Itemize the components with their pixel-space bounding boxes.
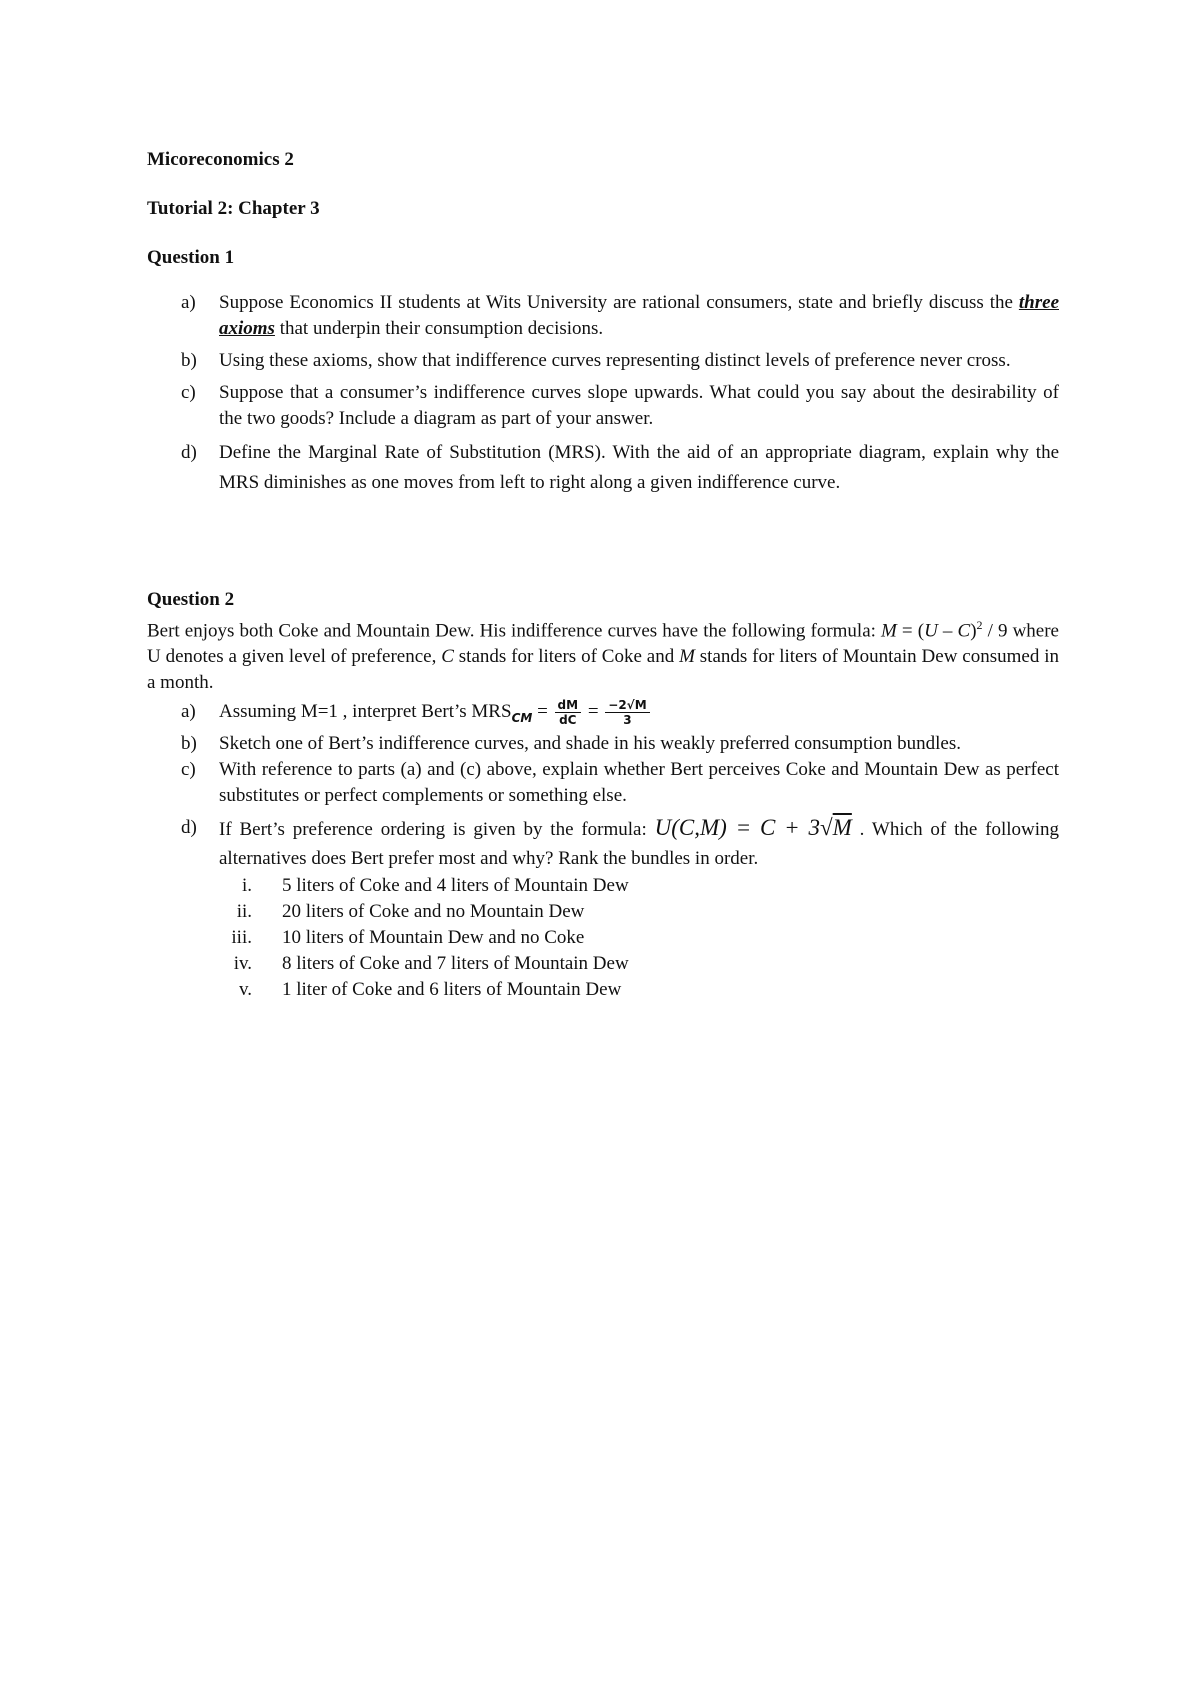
q1-item-a-text-post: that underpin their consumption decisions. [274, 318, 604, 339]
q1-item-c-text: Suppose that a consumer’s indifference curves slope upwards. What could you say about the desirability of the two goods? Include a diagram as part of your answer. [219, 382, 1059, 429]
q2-intro-text-4: stands for liters of Mountain Dew consumed in a month. [147, 646, 1059, 694]
q1-item-d-text: Define the Marginal Rate of Substitution (MRS). With the aid of an appropriate diagram, explain why the MRS diminishes as one moves from left to right along a given indifference curve. [219, 442, 1059, 493]
q1-item-c [147, 380, 1059, 432]
q2-var-m: M [679, 646, 695, 668]
bundle-text: 8 liters of Coke and 7 liters of Mountain Dew [282, 953, 629, 974]
q1-item-c-marker: c) [181, 382, 196, 403]
bundle-numeral: ii. [236, 901, 252, 922]
q1-item-a-text-pre: Suppose Economics II students at Wits University are rational consumers, state and briefly discuss the [219, 292, 1019, 313]
q2-item-c-marker: c) [181, 759, 196, 780]
q2-item-a-text: Assuming M=1 , interpret Bert’s MRS [219, 701, 512, 722]
bundle-text: 20 liters of Coke and no Mountain Dew [282, 901, 585, 922]
q2-formula-paren: ) [970, 620, 977, 642]
mrs-subscript: CM [511, 711, 533, 725]
bundle-text: 5 liters of Coke and 4 liters of Mountain Dew [282, 875, 629, 896]
q1-item-a-marker: a) [181, 292, 196, 313]
utility-formula [655, 815, 852, 840]
dm-numerator: dM [555, 698, 582, 713]
q2-formula-m: M [881, 620, 897, 642]
bundle-text: 1 liter of Coke and 6 liters of Mountain Dew [282, 979, 622, 1000]
utility-formula-lhs: U(C,M) = C + 3√ [654, 815, 833, 840]
q1-item-b-text: Using these axioms, show that indifference curves representing distinct levels of preference never cross. [219, 350, 1011, 371]
bundle-list [147, 873, 1059, 1003]
bundle-item [147, 899, 1059, 925]
bundle-item [147, 951, 1059, 977]
q2-item-d-text-pre: If Bert’s preference ordering is given by the formula: [219, 819, 655, 840]
question-2-heading: Question 2 [147, 589, 235, 610]
q2-item-d-text-post: . Which of the following alternatives does Bert prefer most and why? Rank the bundles in order. [219, 819, 1060, 869]
q2-intro-text-2: / 9 where U denotes a given level of preference, [147, 620, 1059, 668]
q2-item-d-marker: d) [181, 817, 197, 838]
bundle-numeral: i. [241, 875, 252, 896]
bundle-item [147, 925, 1059, 951]
q1-item-a [147, 290, 1059, 342]
q2-formula-eq: = ( [896, 620, 925, 642]
question-2-intro [147, 612, 1059, 696]
question-1-heading: Question 1 [147, 247, 235, 268]
q2-item-a-eq2: = [583, 701, 604, 722]
question-1-list [147, 290, 1059, 498]
q2-item-a [147, 696, 1059, 728]
document-page [147, 0, 1059, 1696]
document-title: Micoreconomics 2 [147, 149, 294, 170]
mrs-value-fraction [605, 698, 649, 727]
q2-intro-text-1: Bert enjoys both Coke and Mountain Dew. His indifference curves have the following formula: [147, 620, 882, 642]
q2-item-a-eq1: = [532, 701, 553, 722]
question-2-list [147, 696, 1059, 1003]
bundle-item [147, 977, 1059, 1003]
q2-item-d [147, 813, 1059, 873]
q1-item-b-marker: b) [181, 350, 197, 371]
q2-item-b-text: Sketch one of Bert’s indifference curves, and shade in his weakly preferred consumption bundles. [219, 733, 962, 754]
q2-formula-exponent: 2 [976, 618, 983, 632]
utility-formula-radicand: M [832, 815, 852, 840]
bundle-text: 10 liters of Mountain Dew and no Coke [282, 927, 585, 948]
bundle-numeral: iii. [231, 927, 252, 948]
mrs-numerator: −2√M [605, 698, 649, 713]
q1-item-d [147, 438, 1059, 498]
bundle-item [147, 873, 1059, 899]
q1-item-b [147, 348, 1059, 374]
dc-denominator: dC [559, 713, 577, 728]
document-subtitle: Tutorial 2: Chapter 3 [147, 198, 320, 219]
q2-formula-u: U [924, 620, 938, 642]
q2-formula-c: C [957, 620, 971, 642]
mrs-denominator: 3 [623, 713, 632, 728]
q2-intro-text-3: stands for liters of Coke and [453, 646, 680, 668]
bundle-numeral: iv. [233, 953, 252, 974]
bundle-numeral: v. [238, 979, 252, 1000]
q2-item-c-text: With reference to parts (a) and (c) above, explain whether Bert perceives Coke and Mountain Dew as perfect substitutes or perfect complements or something else. [219, 759, 1059, 806]
q2-item-a-marker: a) [181, 701, 196, 722]
q2-item-b [147, 731, 1059, 757]
q1-item-d-marker: d) [181, 442, 197, 463]
q2-item-c [147, 757, 1059, 809]
q2-item-b-marker: b) [181, 733, 197, 754]
three-axioms-emphasis: three axioms [219, 292, 1059, 339]
q2-var-c: C [441, 646, 454, 668]
q2-formula-minus: – [937, 620, 958, 642]
dm-dc-fraction [555, 698, 582, 727]
